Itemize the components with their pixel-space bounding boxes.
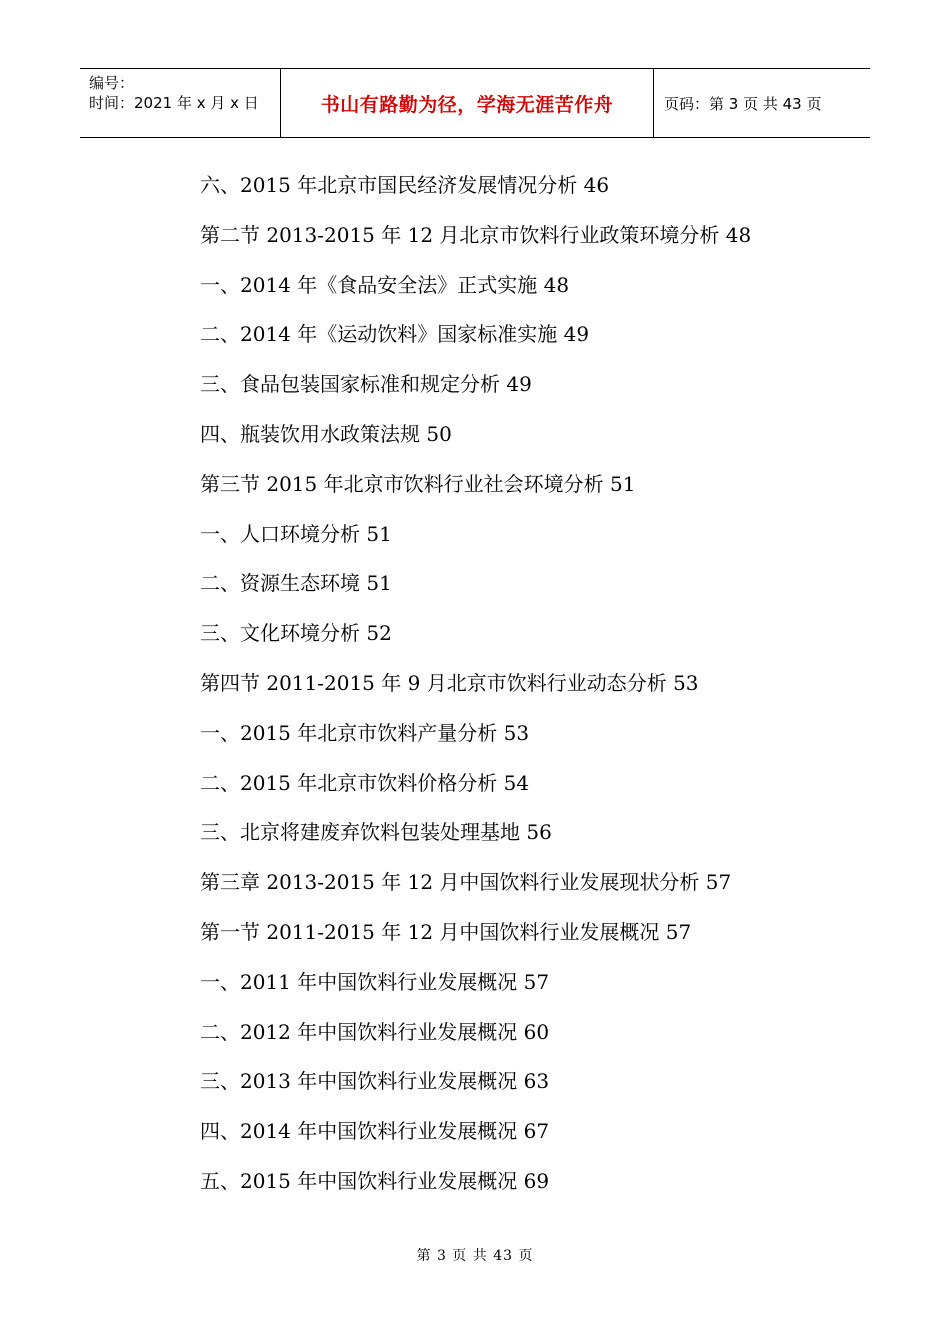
header-page-cell bbox=[654, 69, 870, 137]
toc-entry: 第二节 2013-2015 年 12 月北京市饮料行业政策环境分析 48 bbox=[200, 222, 752, 247]
header-motto-cell bbox=[281, 69, 654, 137]
document-header bbox=[80, 68, 870, 138]
header-motto: 书山有路勤为径，学海无涯苦作舟 bbox=[320, 93, 614, 116]
toc-entry: 三、2013 年中国饮料行业发展概况 63 bbox=[200, 1069, 550, 1094]
toc-entry: 五、2015 年中国饮料行业发展概况 69 bbox=[200, 1168, 550, 1193]
toc-entry: 第四节 2011-2015 年 9 月北京市饮料行业动态分析 53 bbox=[200, 670, 699, 695]
document-number-label: 编号： bbox=[89, 74, 135, 92]
toc-entry: 第三章 2013-2015 年 12 月中国饮料行业发展现状分析 57 bbox=[200, 870, 732, 895]
toc-entry: 第三节 2015 年北京市饮料行业社会环境分析 51 bbox=[200, 471, 636, 496]
toc-entry: 一、2014 年《食品安全法》正式实施 48 bbox=[200, 272, 570, 297]
table-of-contents bbox=[200, 168, 880, 1214]
toc-entry: 二、2012 年中国饮料行业发展概况 60 bbox=[200, 1019, 550, 1044]
toc-entry: 四、2014 年中国饮料行业发展概况 67 bbox=[200, 1119, 550, 1144]
toc-entry: 二、2015 年北京市饮料价格分析 54 bbox=[200, 770, 530, 795]
header-meta-cell bbox=[80, 69, 281, 137]
header-page-info: 页码：第 3 页 共 43 页 bbox=[664, 94, 822, 113]
toc-entry: 第一节 2011-2015 年 12 月中国饮料行业发展概况 57 bbox=[200, 919, 692, 944]
document-date-label: 时间：2021 年 x 月 x 日 bbox=[89, 94, 259, 112]
page-footer bbox=[0, 1245, 950, 1265]
toc-entry: 一、2015 年北京市饮料产量分析 53 bbox=[200, 720, 530, 745]
toc-entry: 三、文化环境分析 52 bbox=[200, 621, 392, 646]
toc-entry: 四、瓶装饮用水政策法规 50 bbox=[200, 421, 452, 446]
toc-entry: 六、2015 年北京市国民经济发展情况分析 46 bbox=[200, 173, 610, 197]
toc-entry: 一、2011 年中国饮料行业发展概况 57 bbox=[200, 969, 550, 994]
toc-entry: 三、北京将建废弃饮料包装处理基地 56 bbox=[200, 820, 552, 845]
toc-entry: 三、食品包装国家标准和规定分析 49 bbox=[200, 372, 532, 397]
toc-entry: 二、2014 年《运动饮料》国家标准实施 49 bbox=[200, 322, 590, 347]
toc-entry: 一、人口环境分析 51 bbox=[200, 521, 392, 546]
footer-page-number: 第 3 页 共 43 页 bbox=[416, 1248, 534, 1264]
toc-entry: 二、资源生态环境 51 bbox=[200, 571, 392, 596]
